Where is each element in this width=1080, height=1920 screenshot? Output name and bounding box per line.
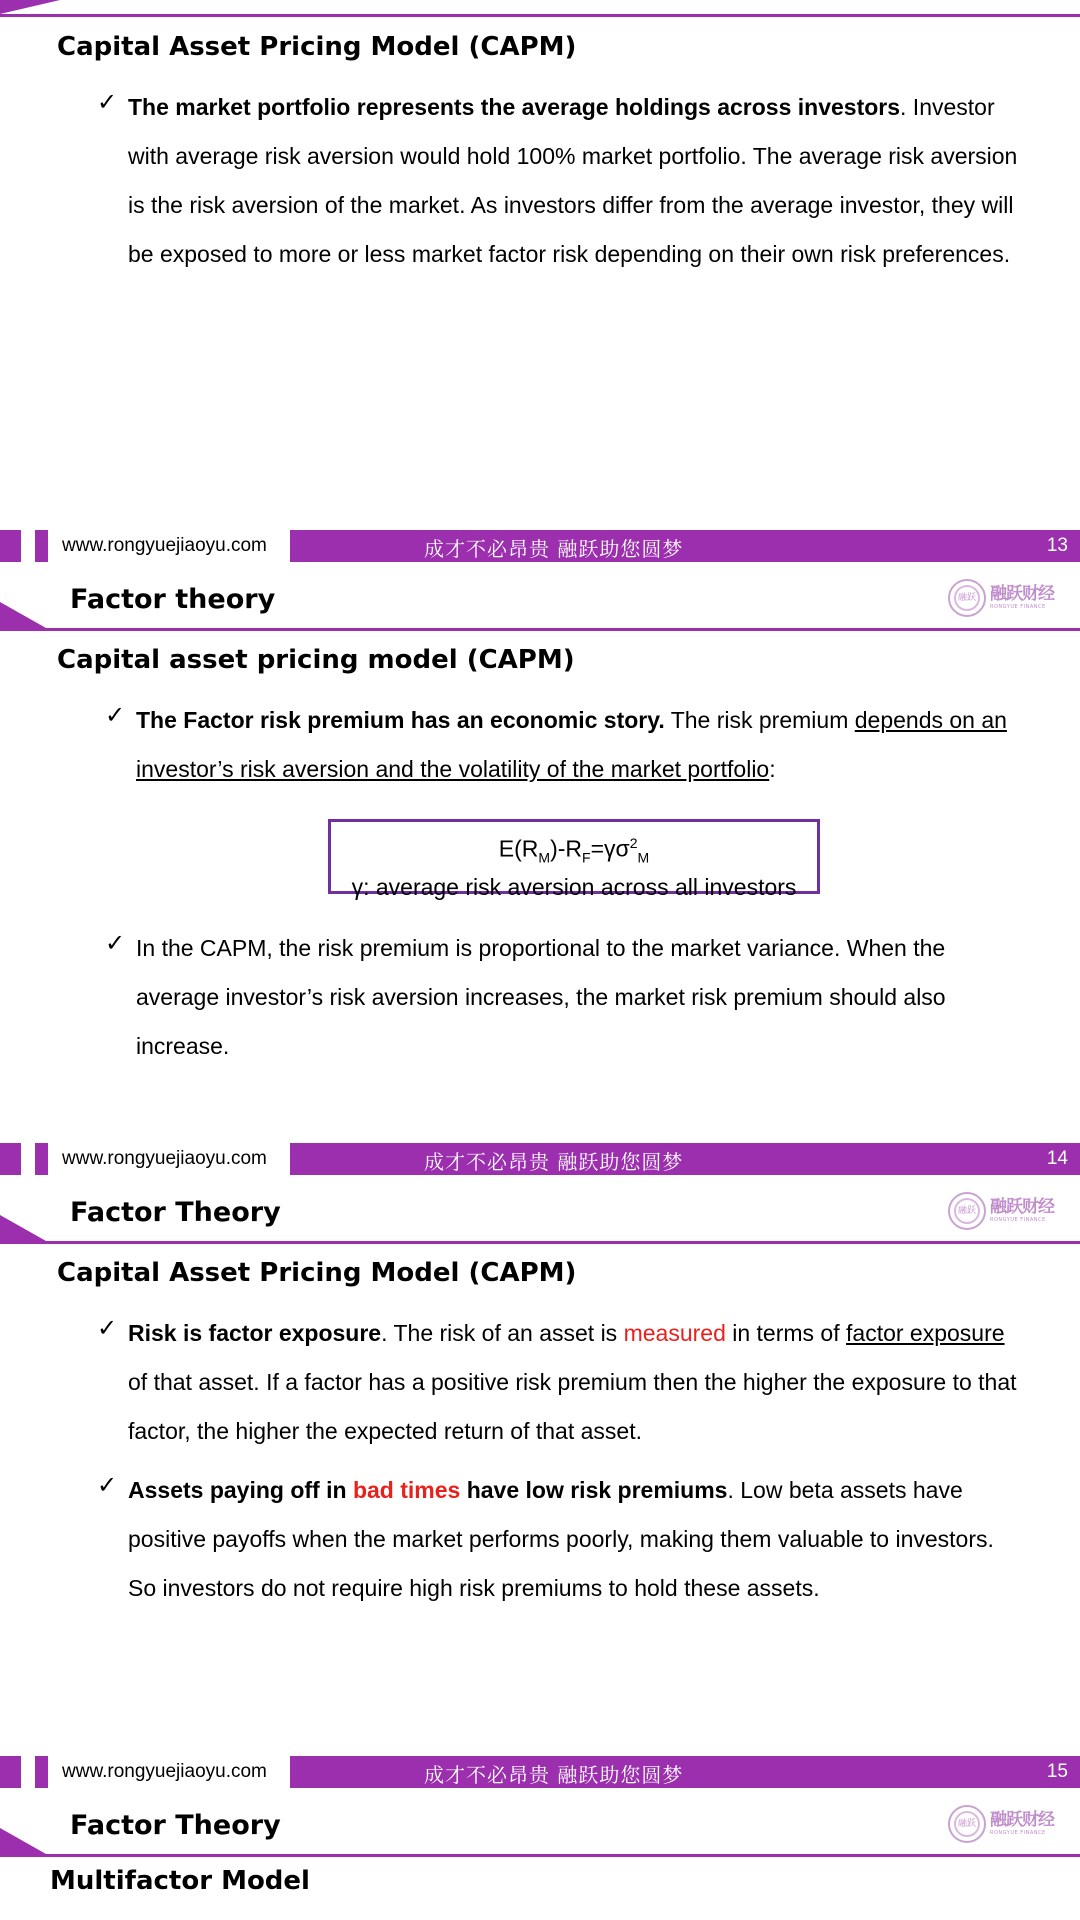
footer-url[interactable]: www.rongyuejiaoyu.com [62,1761,267,1782]
header-tab [0,1215,46,1241]
header-line [0,1854,1080,1857]
footer-bar [0,530,1080,562]
logo: 融跃 融跃财经 RONGYUE FINANCE [948,576,1066,620]
page-number: 13 [1046,535,1068,556]
header-tab [0,602,46,628]
bullet-text: Assets paying off in bad times have low risk premiums. Low beta assets have positive payoffs when the market performs poorly, making them valuable to investors. So investors do not require high risk premiums to hold these assets. [128,1477,994,1601]
logo-mark-icon: 融跃 [954,1198,980,1224]
header-tab [0,0,60,14]
section-title: Capital asset pricing model (CAPM) [57,645,575,675]
section-title: Capital Asset Pricing Model (CAPM) [57,32,577,62]
bullet-text: The Factor risk premium has an economic story. The risk premium depends on an investor’s risk aversion and the volatility of the market portfolio: [136,707,1007,782]
section-title: Multifactor Model [50,1866,310,1896]
slide-title: Factor Theory [70,1810,281,1841]
slide-title: Factor theory [70,584,276,615]
logo: 融跃 融跃财经 RONGYUE FINANCE [948,1802,1066,1846]
logo: 融跃 融跃财经 RONGYUE FINANCE [948,1189,1066,1233]
footer-bar [0,1143,1080,1175]
header-line [0,628,1080,631]
slide-title: Factor Theory [70,1197,281,1228]
check-icon: ✓ [105,701,126,729]
section-title: Capital Asset Pricing Model (CAPM) [57,1258,577,1288]
check-icon: ✓ [97,1314,118,1342]
check-icon: ✓ [105,929,126,957]
footer-slogan: 成才不必昂贵 融跃助您圆梦 [424,1763,684,1787]
check-icon: ✓ [97,1471,118,1499]
formula: $E(R_M)-R_F=\gamma\sigma^2_M$ [498,835,650,866]
header-tab [0,1828,46,1854]
page-number: 14 [1046,1148,1068,1169]
logo-mark-icon: 融跃 [954,585,980,611]
formula-legend: γ: average risk aversion across all investors [351,874,797,901]
header-line [0,14,1080,17]
bullet-text: The market portfolio represents the average holdings across investors. Investor with average risk aversion would hold 100% market portfolio. The average risk aversion is the risk aversion of the market. As investors differ from the average investor, they will be exposed to more or less market factor risk depending on their own risk preferences. [128,94,1018,267]
footer-slogan: 成才不必昂贵 融跃助您圆梦 [424,1150,684,1174]
formula-box [328,819,820,901]
page-number: 15 [1046,1761,1068,1782]
footer-bar [0,1756,1080,1788]
check-icon: ✓ [97,88,118,116]
logo-mark-icon: 融跃 [954,1811,980,1837]
bullet-text: In the CAPM, the risk premium is proportional to the market variance. When the average investor’s risk aversion increases, the market risk premium should also increase. [136,935,946,1059]
bullet-text: Risk is factor exposure. The risk of an asset is measured in terms of factor exposure of that asset. If a factor has a positive risk premium then the higher the exposure to that factor, the higher the expected return of that asset. [128,1320,1017,1444]
header-line [0,1241,1080,1244]
footer-url[interactable]: www.rongyuejiaoyu.com [62,1148,267,1169]
footer-url[interactable]: www.rongyuejiaoyu.com [62,535,267,556]
footer-slogan: 成才不必昂贵 融跃助您圆梦 [424,537,684,561]
